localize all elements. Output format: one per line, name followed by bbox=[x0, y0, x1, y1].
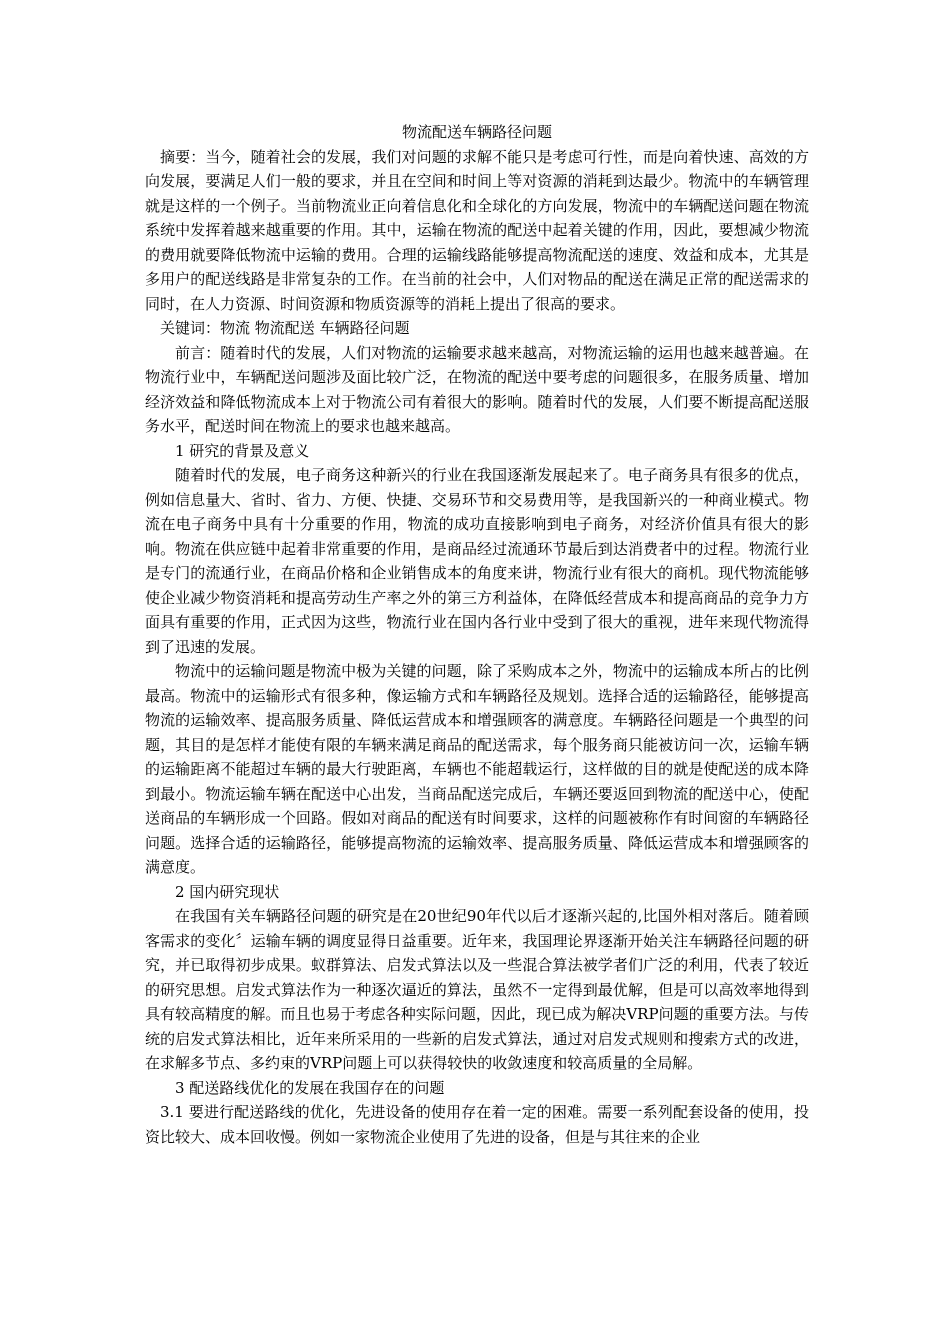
section-1-paragraph-1: 随着时代的发展，电子商务这种新兴的行业在我国逐渐发展起来了。电子商务具有很多的优点，例如信息量大、省时、省力、方便、快捷、交易环节和交易费用等，是我国新兴的一种商业模式。物流在电子商务中具有十分重要的作用，物流的成功直接影响到电子商务，对经济价值具有很大的影响。物流在供应链中起着非常重要的作用，是商品经过流通环节最后到达消费者中的过程。物流行业是专门的流通行业，在商品价格和企业销售成本的角度来讲，物流行业有很大的商机。现代物流能够使企业减少物资消耗和提高劳动生产率之外的第三方利益体，在降低经营成本和提高商品的竞争力方面具有重要的作用，正式因为这些，物流行业在国内各行业中受到了很大的重视，进年来现代物流得到了迅速的发展。 bbox=[145, 466, 809, 656]
section-2-heading: 2 国内研究现状 bbox=[175, 882, 280, 901]
section-1-heading: 1 研究的背景及意义 bbox=[175, 441, 310, 460]
foreword-paragraph: 前言：随着时代的发展，人们对物流的运输要求越来越高，对物流运输的运用也越来越普遍。在物流行业中，车辆配送问题涉及面比较广泛，在物流的配送中要考虑的问题很多，在服务质量、增加经济效益和降低物流成本上对于物流公司有着很大的影响。随着时代的发展，人们要不断提高配送服务水平，配送时间在物流上的要求也越来越高。 bbox=[145, 343, 809, 435]
document-page bbox=[145, 120, 809, 1149]
abstract-paragraph: 摘要：当今，随着社会的发展，我们对问题的求解不能只是考虑可行性，而是向着快速、高效的方向发展，要满足人们一般的要求，并且在空间和时间上等对资源的消耗到达最少。物流中的车辆管理就是这样的一个例子。当前物流业正向着信息化和全球化的方向发展，物流中的车辆配送问题在物流系统中发挥着越来越重要的作用。其中，运输在物流的配送中起着关键的作用，因此，要想减少物流的费用就要降低物流中运输的费用。合理的运输线路能够提高物流配送的速度、效益和成本，尤其是多用户的配送线路是非常复杂的工作。在当前的社会中，人们对物品的配送在满足正常的配送需求的同时，在人力资源、时间资源和物质资源等的消耗上提出了很高的要求。 bbox=[145, 147, 809, 313]
keywords-line: 关键词：物流 物流配送 车辆路径问题 bbox=[160, 319, 410, 337]
section-2-paragraph-1: 在我国有关车辆路径问题的研究是在20世纪90年代以后才逐渐兴起的,比国外相对落后。随着顾客需求的变化〞运输车辆的调度显得日益重要。近年来，我国理论界逐渐开始关注车辆路径问题的研究，并已取得初步成果。蚁群算法、启发式算法以及一些混合算法被学者们广泛的利用，代表了较近的研究思想。启发式算法作为一种逐次逼近的算法，虽然不一定得到最优解，但是可以高效率地得到具有较高精度的解。而且也易于考虑各种实际问题，因此，现已成为解决VRP问题的重要方法。与传统的启发式算法相比，近年来所采用的一些新的启发式算法，通过对启发式规则和搜索方式的改进，在求解多节点、多约束的VRP问题上可以获得较快的收敛速度和较高质量的全局解。 bbox=[145, 907, 809, 1072]
section-1-paragraph-2: 物流中的运输问题是物流中极为关键的问题，除了采购成本之外，物流中的运输成本所占的比例最高。物流中的运输形式有很多种，像运输方式和车辆路径及规划。选择合适的运输路径，能够提高物流的运输效率、提高服务质量、降低运营成本和增强顾客的满意度。车辆路径问题是一个典型的问题，其目的是怎样才能使有限的车辆来满足商品的配送需求，每个服务商只能被访问一次，运输车辆的运输距离不能超过车辆的最大行驶距离，车辆也不能超载运行，这样做的目的就是使配送的成本降到最小。物流运输车辆在配送中心出发，当商品配送完成后，车辆还要返回到物流的配送中心，使配送商品的车辆形成一个回路。假如对商品的配送有时间要求，这样的问题被称作有时间窗的车辆路径问题。选择合适的运输路径，能够提高物流的运输效率、提高服务质量、降低运营成本和增强顾客的满意度。 bbox=[145, 662, 809, 876]
document-title: 物流配送车辆路径问题 bbox=[401, 123, 552, 141]
section-3-heading: 3 配送路线优化的发展在我国存在的问题 bbox=[175, 1078, 445, 1097]
section-3-paragraph-1: 3.1 要进行配送路线的优化，先进设备的使用存在着一定的困难。需要一系列配套设备的使用，投资比较大、成本回收慢。例如一家物流企业使用了先进的设备，但是与其往来的企业 bbox=[145, 1103, 809, 1146]
